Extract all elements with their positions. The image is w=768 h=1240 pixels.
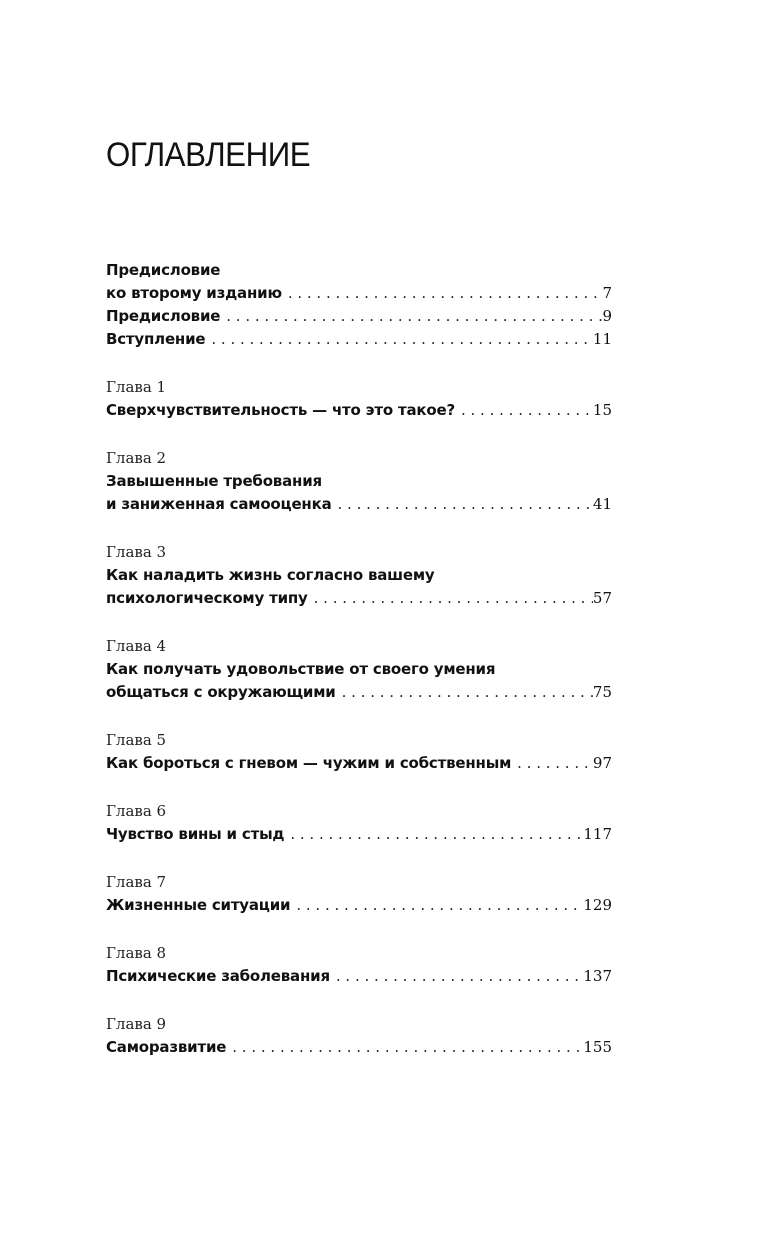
dot-leader xyxy=(282,282,602,305)
dot-leader xyxy=(332,493,593,516)
dot-leader xyxy=(336,681,593,704)
entry-leader-line xyxy=(106,328,612,351)
entry-title-line: Предисловие xyxy=(106,307,221,325)
toc-entry-chapter-8[interactable] xyxy=(106,942,612,988)
dot-leader xyxy=(220,305,602,328)
entry-leader-line xyxy=(106,681,612,704)
entry-title-line: Как получать удовольствие от своего умения xyxy=(106,660,496,678)
page-title: ОГЛАВЛЕНИЕ xyxy=(106,136,311,174)
page-number: 97 xyxy=(592,754,612,772)
entry-title-line: Саморазвитие xyxy=(106,1038,227,1056)
entry-title-line: психологическому типу xyxy=(106,589,308,607)
toc-entry-preface[interactable] xyxy=(106,305,612,328)
dot-leader xyxy=(455,399,593,422)
page-number: 57 xyxy=(592,589,612,607)
page-number: 155 xyxy=(583,1038,612,1056)
dot-leader xyxy=(226,1036,583,1059)
chapter-label: Глава 7 xyxy=(106,873,167,891)
entry-leader-line xyxy=(106,823,612,846)
toc-entry-chapter-5[interactable] xyxy=(106,729,612,775)
chapter-label: Глава 1 xyxy=(106,378,167,396)
chapter-label: Глава 6 xyxy=(106,802,167,820)
entry-leader-line xyxy=(106,894,612,917)
toc-entry-introduction[interactable] xyxy=(106,328,612,351)
page-number: 137 xyxy=(583,967,612,985)
chapter-label: Глава 8 xyxy=(106,944,167,962)
entry-title-line: и заниженная самооценка xyxy=(106,495,332,513)
toc-entry-chapter-4[interactable] xyxy=(106,635,612,704)
entry-leader-line xyxy=(106,587,612,610)
entry-leader-line xyxy=(106,282,612,305)
page-number: 129 xyxy=(583,896,612,914)
entry-title-line: общаться с окружающими xyxy=(106,683,336,701)
dot-leader xyxy=(308,587,593,610)
entry-leader-line xyxy=(106,493,612,516)
entry-title-line: Как наладить жизнь согласно вашему xyxy=(106,566,435,584)
page-number: 75 xyxy=(592,683,612,701)
chapter-label: Глава 5 xyxy=(106,731,167,749)
entry-title-line: Вступление xyxy=(106,330,206,348)
entry-title-line: Завышенные требования xyxy=(106,472,322,490)
entry-title-line: Чувство вины и стыд xyxy=(106,825,285,843)
entry-title-line: ко второму изданию xyxy=(106,284,282,302)
dot-leader xyxy=(284,823,583,846)
dot-leader xyxy=(330,965,583,988)
chapter-label: Глава 3 xyxy=(106,543,167,561)
dot-leader xyxy=(205,328,593,351)
dot-leader xyxy=(290,894,583,917)
chapter-label: Глава 9 xyxy=(106,1015,167,1033)
entry-title-line: Жизненные ситуации xyxy=(106,896,291,914)
toc-entry-preface-second-edition[interactable] xyxy=(106,259,612,305)
page-number: 117 xyxy=(583,825,612,843)
entry-leader-line xyxy=(106,752,612,775)
page-number: 41 xyxy=(592,495,612,513)
table-of-contents xyxy=(106,259,612,1059)
toc-entry-chapter-1[interactable] xyxy=(106,376,612,422)
entry-leader-line xyxy=(106,305,612,328)
chapter-label: Глава 2 xyxy=(106,449,167,467)
page-number: 11 xyxy=(592,330,612,348)
toc-entry-chapter-6[interactable] xyxy=(106,800,612,846)
toc-entry-chapter-9[interactable] xyxy=(106,1013,612,1059)
page-number: 7 xyxy=(602,284,612,302)
entry-title-line: Психические заболевания xyxy=(106,967,330,985)
toc-entry-chapter-2[interactable] xyxy=(106,447,612,516)
entry-leader-line xyxy=(106,965,612,988)
page-number: 9 xyxy=(602,307,612,325)
entry-title-line: Как бороться с гневом — чужим и собственным xyxy=(106,754,512,772)
toc-entry-chapter-7[interactable] xyxy=(106,871,612,917)
chapter-label: Глава 4 xyxy=(106,637,167,655)
entry-title-line: Сверхчувствительность — что это такое? xyxy=(106,401,455,419)
entry-title-line: Предисловие xyxy=(106,261,221,279)
entry-leader-line xyxy=(106,399,612,422)
entry-leader-line xyxy=(106,1036,612,1059)
toc-entry-chapter-3[interactable] xyxy=(106,541,612,610)
page-number: 15 xyxy=(592,401,612,419)
dot-leader xyxy=(511,752,593,775)
